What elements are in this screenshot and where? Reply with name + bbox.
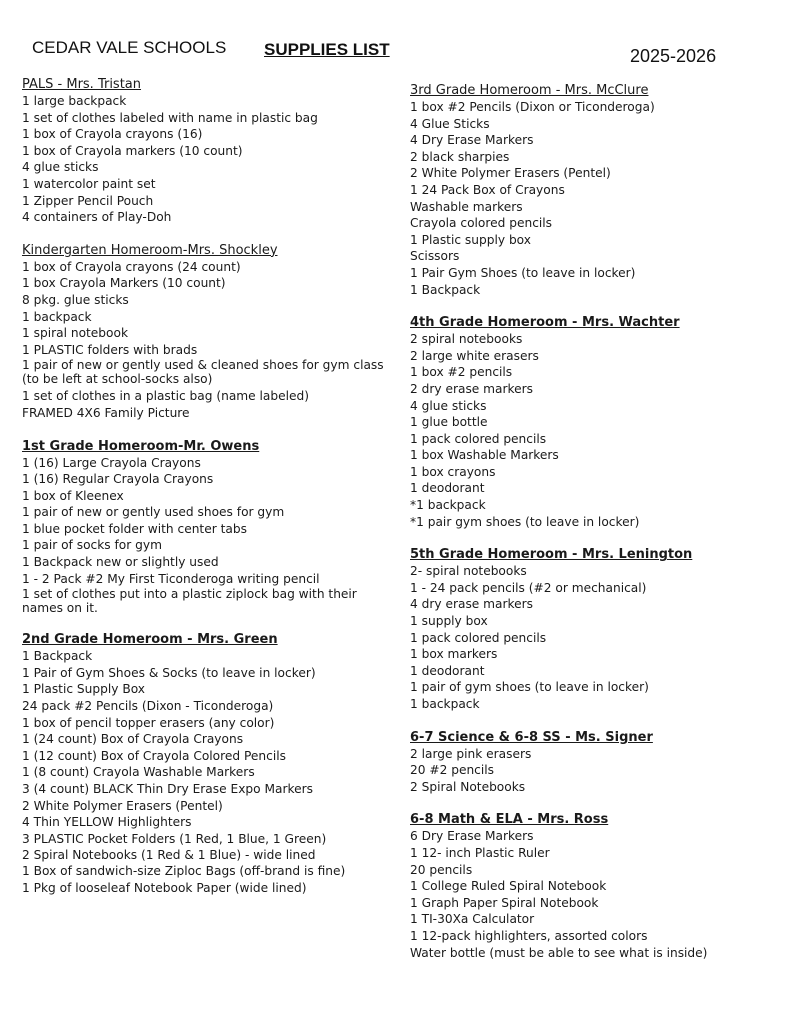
- supply-item: 2 dry erase markers: [410, 381, 533, 396]
- supply-item: 1 Pair Gym Shoes (to leave in locker): [410, 265, 636, 280]
- supply-item: 20 pencils: [410, 862, 473, 877]
- supply-item: 4 containers of Play-Doh: [22, 210, 172, 225]
- supply-item: 2 black sharpies: [410, 149, 510, 164]
- supply-list: [410, 99, 750, 298]
- left-column: [22, 76, 387, 913]
- grade-section-6: [410, 811, 750, 961]
- supply-item: 1 Plastic supply box: [410, 232, 531, 247]
- supply-item: 1 backpack: [22, 309, 92, 324]
- supply-item: 1 Zipper Pencil Pouch: [22, 193, 154, 208]
- supply-item: 4 Thin YELLOW Highlighters: [22, 815, 192, 830]
- supply-item: 1 deodorant: [410, 663, 485, 678]
- supply-item: 4 dry erase markers: [410, 597, 533, 612]
- supply-item: 4 Glue Sticks: [410, 116, 490, 131]
- supply-item: 1 pair of new or gently used & cleaned shoes for gym class (to be left at school-socks also): [22, 358, 384, 386]
- supply-item: 1 supply box: [410, 614, 488, 629]
- supply-item: 1 box of pencil topper erasers (any color): [22, 715, 275, 730]
- supply-item: 1 box markers: [410, 647, 498, 662]
- grade-section-kindergarten-homeroom: [22, 242, 387, 422]
- supply-item: 1 deodorant: [410, 481, 485, 496]
- supply-item: 1 box crayons: [410, 464, 496, 479]
- supply-item: 1 (8 count) Crayola Washable Markers: [22, 765, 255, 780]
- supply-list: [22, 455, 387, 616]
- supply-list: [410, 746, 750, 796]
- school-year: 2025-2026: [630, 46, 717, 66]
- supply-item: 2 White Polymer Erasers (Pentel): [410, 166, 611, 181]
- supply-item: *1 backpack: [410, 498, 486, 513]
- supply-item: 4 Dry Erase Markers: [410, 133, 534, 148]
- supply-item: 1 Backpack: [410, 282, 481, 297]
- supply-item: Crayola colored pencils: [410, 216, 553, 231]
- supply-item: Water bottle (must be able to see what is inside): [410, 945, 708, 960]
- supply-list: [410, 563, 750, 712]
- grade-section-5th-grade-homeroom: [410, 546, 750, 712]
- supply-list: [22, 648, 387, 897]
- page-title: SUPPLIES LIST: [264, 40, 390, 59]
- supply-item: 1 Pair of Gym Shoes & Socks (to leave in locker): [22, 665, 316, 680]
- supply-item: Washable markers: [410, 199, 523, 214]
- supply-item: 1 Graph Paper Spiral Notebook: [410, 895, 599, 910]
- supply-item: 1 box of Crayola crayons (16): [22, 127, 203, 142]
- supply-item: 1 pack colored pencils: [410, 431, 547, 446]
- supply-item: 2 Spiral Notebooks (1 Red & 1 Blue) - wide lined: [22, 848, 316, 863]
- supply-item: 1 box #2 Pencils (Dixon or Ticonderoga): [410, 100, 655, 114]
- supply-item: 1 glue bottle: [410, 415, 488, 430]
- supply-item: *1 pair gym shoes (to leave in locker): [410, 514, 640, 529]
- supply-item: 1 pack colored pencils: [410, 630, 547, 645]
- section-heading: 6-7 Science & 6-8 SS - Ms. Signer: [410, 729, 653, 745]
- supply-item: 1 pair of socks for gym: [22, 538, 162, 553]
- grade-section-2nd-grade-homeroom: [22, 631, 387, 897]
- supply-item: 4 glue sticks: [410, 398, 487, 413]
- supply-item: 2 large white erasers: [410, 348, 539, 363]
- supply-item: 1 box of Kleenex: [22, 488, 124, 503]
- supply-item: 1 box #2 pencils: [410, 365, 513, 380]
- supply-item: 3 PLASTIC Pocket Folders (1 Red, 1 Blue, 1 Green): [22, 831, 327, 846]
- supply-item: 2 large pink erasers: [410, 746, 532, 761]
- supply-item: 1 Plastic Supply Box: [22, 682, 145, 697]
- section-heading: 2nd Grade Homeroom - Mrs. Green: [22, 632, 278, 648]
- supply-item: 1 pair of gym shoes (to leave in locker): [410, 680, 649, 695]
- right-column: [410, 82, 750, 977]
- supply-item: 1 box Crayola Markers (10 count): [22, 276, 226, 291]
- supply-item: 1 box Washable Markers: [410, 448, 559, 463]
- supply-item: 1 (16) Large Crayola Crayons: [22, 455, 201, 470]
- supply-item: 6 Dry Erase Markers: [410, 829, 534, 844]
- supply-item: 1 pair of new or gently used shoes for gym: [22, 505, 285, 520]
- grade-section-4th-grade-homeroom: [410, 314, 750, 530]
- supply-item: 2 spiral notebooks: [410, 332, 523, 347]
- supply-item: 2 White Polymer Erasers (Pentel): [22, 798, 223, 813]
- supply-item: 1 set of clothes put into a plastic ziplock bag with their names on it.: [22, 587, 357, 615]
- section-heading: Kindergarten Homeroom-Mrs. Shockley: [22, 242, 278, 258]
- supply-item: 1 24 Pack Box of Crayons: [410, 182, 565, 197]
- section-heading: PALS - Mrs. Tristan: [22, 77, 142, 92]
- supply-item: 20 #2 pencils: [410, 763, 495, 778]
- supply-item: FRAMED 4X6 Family Picture: [22, 405, 190, 420]
- supply-item: 4 glue sticks: [22, 160, 99, 175]
- supply-item: 2 Spiral Notebooks: [410, 779, 526, 794]
- supply-item: 1 box of Crayola crayons (24 count): [22, 259, 241, 274]
- grade-section-1st-grade-homeroom: [22, 438, 387, 616]
- section-heading: 5th Grade Homeroom - Mrs. Lenington: [410, 547, 693, 563]
- supply-item: 1 12- inch Plastic Ruler: [410, 845, 550, 860]
- supply-list: [410, 331, 750, 530]
- supply-item: 8 pkg. glue sticks: [22, 292, 129, 307]
- supply-item: 1 Pkg of looseleaf Notebook Paper (wide lined): [22, 881, 307, 896]
- supply-item: 1 - 24 pack pencils (#2 or mechanical): [410, 580, 647, 595]
- supply-list: [22, 259, 387, 422]
- supply-list: [22, 93, 387, 226]
- supply-item: 1 Backpack new or slightly used: [22, 555, 219, 570]
- supply-item: 1 box of Crayola markers (10 count): [22, 143, 243, 158]
- supply-item: 1 (12 count) Box of Crayola Colored Pencils: [22, 748, 286, 763]
- supply-item: 1 (24 count) Box of Crayola Crayons: [22, 732, 244, 747]
- supply-item: 1 College Ruled Spiral Notebook: [410, 879, 607, 894]
- section-heading: 1st Grade Homeroom-Mr. Owens: [22, 438, 260, 454]
- school-name: CEDAR VALE SCHOOLS: [32, 38, 227, 57]
- supply-item: 1 set of clothes labeled with name in plastic bag: [22, 110, 318, 125]
- supply-item: 1 backpack: [410, 697, 480, 711]
- section-heading: 6-8 Math & ELA - Mrs. Ross: [410, 812, 609, 828]
- supply-item: 24 pack #2 Pencils (Dixon - Ticonderoga): [22, 699, 274, 714]
- supply-item: 1 Backpack: [22, 649, 93, 664]
- supply-item: 1 12-pack highlighters, assorted colors: [410, 928, 648, 943]
- supply-item: 1 set of clothes in a plastic bag (name labeled): [22, 389, 309, 404]
- grade-section-6: [410, 729, 750, 796]
- section-heading: 4th Grade Homeroom - Mrs. Wachter: [410, 315, 680, 331]
- grade-section-3rd-grade-homeroom: [410, 82, 750, 298]
- supply-item: 1 large backpack: [22, 94, 127, 108]
- supply-item: 1 blue pocket folder with center tabs: [22, 521, 247, 536]
- supply-item: 1 (16) Regular Crayola Crayons: [22, 472, 214, 487]
- supply-item: 2- spiral notebooks: [410, 564, 527, 579]
- supply-item: 1 TI-30Xa Calculator: [410, 912, 535, 927]
- supply-item: 1 spiral notebook: [22, 326, 129, 341]
- grade-section-pals: [22, 76, 387, 226]
- supply-item: 1 Box of sandwich-size Ziploc Bags (off-brand is fine): [22, 863, 346, 878]
- supply-item: Scissors: [410, 249, 460, 264]
- supply-item: 1 PLASTIC folders with brads: [22, 342, 198, 357]
- supply-item: 1 watercolor paint set: [22, 176, 156, 191]
- supply-item: 3 (4 count) BLACK Thin Dry Erase Expo Markers: [22, 782, 313, 796]
- supply-item: 1 - 2 Pack #2 My First Ticonderoga writing pencil: [22, 571, 320, 586]
- section-heading: 3rd Grade Homeroom - Mrs. McClure: [410, 83, 649, 98]
- supply-list: [410, 828, 750, 961]
